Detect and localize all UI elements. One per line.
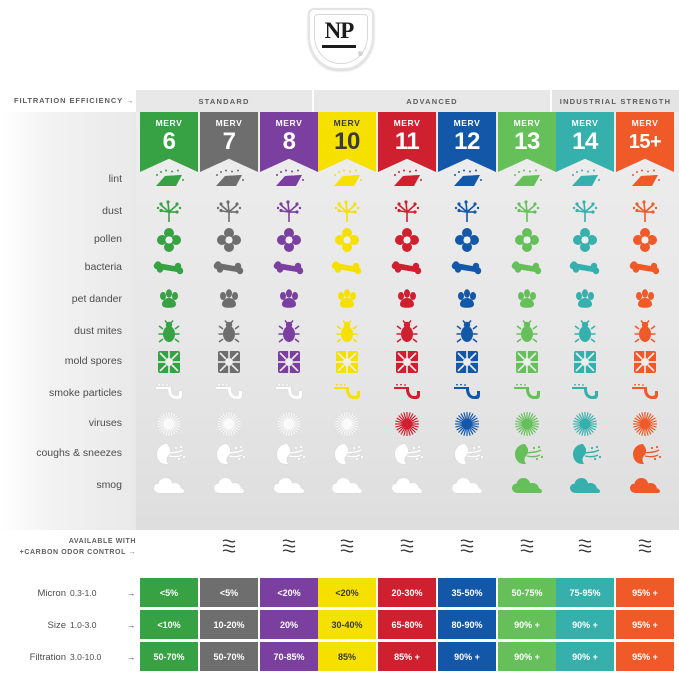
efficiency-micron-merv-11: 20-30%: [378, 578, 436, 607]
cell-bacteria-merv-10: [318, 251, 376, 285]
odor-waves-icon: [260, 537, 318, 562]
cell-viruses-merv-15plus: [616, 407, 674, 441]
bacteria-icon: [569, 259, 601, 277]
banner-value: 12: [454, 128, 480, 155]
dust-icon: [154, 200, 184, 224]
mite-icon: [218, 320, 240, 344]
cell-smoke-particles-merv-15plus: [616, 377, 674, 411]
virus-icon: [334, 411, 360, 437]
logo-text: NP: [324, 18, 354, 43]
cell-coughs-sneezes-merv-12: [438, 437, 496, 471]
pollen-icon: [334, 227, 360, 253]
virus-icon: [454, 411, 480, 437]
odor-waves-icon: [556, 537, 614, 562]
pipe-icon: [392, 384, 422, 404]
registered-mark: ®: [358, 52, 363, 58]
cell-viruses-merv-14: [556, 407, 614, 441]
cell-mold-spores-merv-13: [498, 345, 556, 379]
group-advanced: ADVANCED: [314, 90, 550, 112]
odor-waves-icon: [616, 537, 674, 562]
cell-mold-spores-merv-12: [438, 345, 496, 379]
pipe-icon: [452, 384, 482, 404]
banner-value: 13: [514, 128, 540, 155]
mite-icon: [278, 320, 300, 344]
cell-viruses-merv-13: [498, 407, 556, 441]
odor-waves-icon: [438, 537, 496, 562]
row-label-coughs-sneezes: coughs & sneezes: [36, 447, 122, 459]
smog-icon: [213, 477, 245, 495]
cell-smoke-particles-merv-7: [200, 377, 258, 411]
paw-icon: [395, 288, 419, 312]
efficiency-size-merv-7: 10-20%: [200, 610, 258, 639]
cell-dust-mites-merv-10: [318, 315, 376, 349]
cell-pet-dander-merv-13: [498, 283, 556, 317]
group-standard: STANDARD: [136, 90, 312, 112]
cell-mold-spores-merv-8: [260, 345, 318, 379]
virus-icon: [572, 411, 598, 437]
cell-bacteria-merv-14: [556, 251, 614, 285]
banner-value: 15+: [628, 131, 662, 153]
banner-value: 11: [394, 128, 420, 155]
cell-smoke-particles-merv-14: [556, 377, 614, 411]
mold-icon: [217, 350, 241, 374]
odor-waves-icon: [498, 537, 556, 562]
bottom-row-arrow-icon: →: [126, 588, 136, 598]
cell-smog-merv-14: [556, 469, 614, 503]
efficiency-size-merv-12: 80-90%: [438, 610, 496, 639]
smog-icon: [391, 477, 423, 495]
cell-dust-mites-merv-15plus: [616, 315, 674, 349]
smog-icon: [511, 477, 543, 495]
cell-bacteria-merv-12: [438, 251, 496, 285]
lint-icon: [450, 169, 484, 191]
cell-mold-spores-merv-10: [318, 345, 376, 379]
lint-icon: [152, 169, 186, 191]
bottom-row-range-micron: 0.3-1.0: [70, 588, 97, 598]
cell-viruses-merv-10: [318, 407, 376, 441]
sneeze-icon: [569, 442, 601, 466]
dust-icon: [630, 200, 660, 224]
virus-icon: [156, 411, 182, 437]
cell-pet-dander-merv-11: [378, 283, 436, 317]
bacteria-icon: [629, 259, 661, 277]
efficiency-filtration-merv-12: 90% +: [438, 642, 496, 671]
carbon-label-line2: +CARBON ODOR CONTROL →: [19, 549, 136, 556]
cell-lint-merv-15plus: [616, 163, 674, 197]
pollen-icon: [632, 227, 658, 253]
cell-dust-mites-merv-13: [498, 315, 556, 349]
virus-icon: [216, 411, 242, 437]
efficiency-micron-merv-13: 50-75%: [498, 578, 556, 607]
banner-merv-label: MERV: [513, 118, 541, 128]
cell-lint-merv-13: [498, 163, 556, 197]
banner-merv-label: MERV: [275, 118, 303, 128]
cell-smog-merv-6: [140, 469, 198, 503]
row-label-pollen: pollen: [93, 233, 122, 245]
bacteria-icon: [451, 259, 483, 277]
cell-pet-dander-merv-6: [140, 283, 198, 317]
bacteria-icon: [213, 259, 245, 277]
mite-icon: [516, 320, 538, 344]
cell-mold-spores-merv-14: [556, 345, 614, 379]
efficiency-size-merv-14: 90% +: [556, 610, 614, 639]
carbon-label: [14, 536, 136, 558]
odor-waves-icon: [318, 537, 376, 562]
cell-mold-spores-merv-7: [200, 345, 258, 379]
smog-icon: [331, 477, 363, 495]
bacteria-icon: [153, 259, 185, 277]
lint-icon: [272, 169, 306, 191]
cell-viruses-merv-12: [438, 407, 496, 441]
efficiency-micron-merv-10: <20%: [318, 578, 376, 607]
cell-lint-merv-12: [438, 163, 496, 197]
efficiency-filtration-merv-8: 70-85%: [260, 642, 318, 671]
cell-dust-mites-merv-7: [200, 315, 258, 349]
sneeze-icon: [629, 442, 661, 466]
cell-mold-spores-merv-6: [140, 345, 198, 379]
cell-pet-dander-merv-10: [318, 283, 376, 317]
cell-coughs-sneezes-merv-10: [318, 437, 376, 471]
efficiency-filtration-merv-10: 85%: [318, 642, 376, 671]
efficiency-filtration-merv-11: 85% +: [378, 642, 436, 671]
bottom-row-arrow-icon: →: [126, 620, 136, 630]
bottom-row-range-filtration: 3.0-10.0: [70, 652, 102, 662]
bottom-row-label-size: Size: [47, 620, 66, 631]
cell-dust-mites-merv-12: [438, 315, 496, 349]
logo-bar: [322, 45, 356, 48]
row-label-dust-mites: dust mites: [74, 325, 122, 337]
dust-icon: [392, 200, 422, 224]
bottom-row-arrow-icon: →: [126, 652, 136, 662]
banner-merv-label: MERV: [631, 118, 659, 128]
efficiency-filtration-merv-6: 50-70%: [140, 642, 198, 671]
cell-viruses-merv-7: [200, 407, 258, 441]
efficiency-micron-merv-7: <5%: [200, 578, 258, 607]
bacteria-icon: [511, 259, 543, 277]
efficiency-micron-merv-6: <5%: [140, 578, 198, 607]
odor-waves-icon: [200, 537, 258, 562]
cell-viruses-merv-6: [140, 407, 198, 441]
mite-icon: [634, 320, 656, 344]
cell-dust-mites-merv-8: [260, 315, 318, 349]
bottom-row-label-filtration: Filtration: [29, 652, 66, 663]
mold-icon: [573, 350, 597, 374]
cell-lint-merv-6: [140, 163, 198, 197]
cell-bacteria-merv-13: [498, 251, 556, 285]
pollen-icon: [572, 227, 598, 253]
cell-smoke-particles-merv-11: [378, 377, 436, 411]
row-label-smoke-particles: smoke particles: [49, 387, 122, 399]
sneeze-icon: [213, 442, 245, 466]
cell-smog-merv-8: [260, 469, 318, 503]
efficiency-size-merv-11: 65-80%: [378, 610, 436, 639]
np-logo: [308, 8, 370, 70]
paw-icon: [335, 288, 359, 312]
banner-value: 8: [282, 128, 296, 155]
banner-value: 14: [572, 128, 598, 155]
pipe-icon: [214, 384, 244, 404]
mold-icon: [455, 350, 479, 374]
pollen-icon: [454, 227, 480, 253]
paw-icon: [217, 288, 241, 312]
pollen-icon: [156, 227, 182, 253]
efficiency-size-merv-10: 30-40%: [318, 610, 376, 639]
row-label-mold-spores: mold spores: [64, 355, 122, 367]
row-label-viruses: viruses: [88, 417, 122, 429]
pollen-icon: [216, 227, 242, 253]
cell-smog-merv-13: [498, 469, 556, 503]
dust-icon: [512, 200, 542, 224]
filtration-efficiency-label: FILTRATION EFFICIENCY →: [14, 96, 135, 105]
dust-icon: [332, 200, 362, 224]
mold-icon: [157, 350, 181, 374]
efficiency-micron-merv-14: 75-95%: [556, 578, 614, 607]
banner-merv-label: MERV: [155, 118, 183, 128]
lint-icon: [568, 169, 602, 191]
smog-icon: [629, 477, 661, 495]
cell-coughs-sneezes-merv-14: [556, 437, 614, 471]
cell-smoke-particles-merv-10: [318, 377, 376, 411]
banner-value: 6: [162, 128, 176, 155]
cell-dust-mites-merv-14: [556, 315, 614, 349]
lint-icon: [330, 169, 364, 191]
pipe-icon: [512, 384, 542, 404]
virus-icon: [276, 411, 302, 437]
banner-merv-label: MERV: [333, 118, 361, 128]
efficiency-filtration-merv-15plus: 95% +: [616, 642, 674, 671]
paw-icon: [633, 288, 657, 312]
virus-icon: [394, 411, 420, 437]
mold-icon: [277, 350, 301, 374]
cell-bacteria-merv-7: [200, 251, 258, 285]
efficiency-table: [0, 578, 679, 679]
cell-bacteria-merv-15plus: [616, 251, 674, 285]
mite-icon: [158, 320, 180, 344]
sneeze-icon: [331, 442, 363, 466]
sneeze-icon: [511, 442, 543, 466]
efficiency-micron-merv-15plus: 95% +: [616, 578, 674, 607]
lint-icon: [212, 169, 246, 191]
cell-smoke-particles-merv-6: [140, 377, 198, 411]
dust-icon: [570, 200, 600, 224]
mite-icon: [574, 320, 596, 344]
lint-icon: [628, 169, 662, 191]
efficiency-filtration-merv-7: 50-70%: [200, 642, 258, 671]
mite-icon: [456, 320, 478, 344]
sneeze-icon: [391, 442, 423, 466]
cell-lint-merv-11: [378, 163, 436, 197]
dust-icon: [452, 200, 482, 224]
cell-coughs-sneezes-merv-11: [378, 437, 436, 471]
mite-icon: [336, 320, 358, 344]
cell-smog-merv-15plus: [616, 469, 674, 503]
paw-icon: [515, 288, 539, 312]
sneeze-icon: [153, 442, 185, 466]
mold-icon: [633, 350, 657, 374]
banner-merv-label: MERV: [453, 118, 481, 128]
efficiency-filtration-merv-14: 90% +: [556, 642, 614, 671]
efficiency-micron-merv-8: <20%: [260, 578, 318, 607]
banner-value: 10: [334, 128, 360, 155]
pipe-icon: [274, 384, 304, 404]
smog-icon: [153, 477, 185, 495]
dust-icon: [214, 200, 244, 224]
row-label-smog: smog: [96, 479, 122, 491]
pipe-icon: [154, 384, 184, 404]
virus-icon: [514, 411, 540, 437]
mold-icon: [335, 350, 359, 374]
banner-merv-label: MERV: [571, 118, 599, 128]
paw-icon: [573, 288, 597, 312]
pollen-icon: [514, 227, 540, 253]
efficiency-size-merv-8: 20%: [260, 610, 318, 639]
banner-merv-label: MERV: [393, 118, 421, 128]
pipe-icon: [332, 384, 362, 404]
bottom-row-range-size: 1.0-3.0: [70, 620, 97, 630]
efficiency-micron-merv-12: 35-50%: [438, 578, 496, 607]
bacteria-icon: [331, 259, 363, 277]
odor-waves-icon: [378, 537, 436, 562]
cell-coughs-sneezes-merv-8: [260, 437, 318, 471]
sneeze-icon: [451, 442, 483, 466]
lint-icon: [390, 169, 424, 191]
bacteria-icon: [391, 259, 423, 277]
paw-icon: [277, 288, 301, 312]
pipe-icon: [570, 384, 600, 404]
cell-dust-mites-merv-11: [378, 315, 436, 349]
row-label-bacteria: bacteria: [84, 261, 122, 273]
cell-smog-merv-12: [438, 469, 496, 503]
lint-icon: [510, 169, 544, 191]
efficiency-size-merv-6: <10%: [140, 610, 198, 639]
row-label-lint: lint: [108, 173, 122, 185]
cell-smoke-particles-merv-12: [438, 377, 496, 411]
cell-lint-merv-7: [200, 163, 258, 197]
efficiency-size-merv-15plus: 95% +: [616, 610, 674, 639]
cell-pet-dander-merv-14: [556, 283, 614, 317]
cell-coughs-sneezes-merv-7: [200, 437, 258, 471]
sneeze-icon: [273, 442, 305, 466]
smog-icon: [273, 477, 305, 495]
smog-icon: [451, 477, 483, 495]
virus-icon: [632, 411, 658, 437]
cell-smog-merv-7: [200, 469, 258, 503]
mold-icon: [395, 350, 419, 374]
pipe-icon: [630, 384, 660, 404]
bacteria-icon: [273, 259, 305, 277]
bottom-row-label-micron: Micron: [37, 588, 66, 599]
cell-mold-spores-merv-11: [378, 345, 436, 379]
mold-icon: [515, 350, 539, 374]
cell-mold-spores-merv-15plus: [616, 345, 674, 379]
efficiency-filtration-merv-13: 90% +: [498, 642, 556, 671]
cell-bacteria-merv-11: [378, 251, 436, 285]
row-label-dust: dust: [102, 205, 122, 217]
cell-dust-mites-merv-6: [140, 315, 198, 349]
cell-bacteria-merv-6: [140, 251, 198, 285]
cell-smog-merv-11: [378, 469, 436, 503]
pollen-icon: [394, 227, 420, 253]
banner-value: 7: [222, 128, 236, 155]
cell-coughs-sneezes-merv-13: [498, 437, 556, 471]
efficiency-size-merv-13: 90% +: [498, 610, 556, 639]
cell-lint-merv-10: [318, 163, 376, 197]
cell-pet-dander-merv-15plus: [616, 283, 674, 317]
cell-bacteria-merv-8: [260, 251, 318, 285]
cell-pet-dander-merv-8: [260, 283, 318, 317]
mite-icon: [396, 320, 418, 344]
dust-icon: [274, 200, 304, 224]
cell-pet-dander-merv-12: [438, 283, 496, 317]
paw-icon: [157, 288, 181, 312]
carbon-label-line1: AVAILABLE WITH: [68, 538, 136, 545]
cell-lint-merv-8: [260, 163, 318, 197]
cell-viruses-merv-11: [378, 407, 436, 441]
cell-coughs-sneezes-merv-6: [140, 437, 198, 471]
cell-smog-merv-10: [318, 469, 376, 503]
paw-icon: [455, 288, 479, 312]
group-industrial: INDUSTRIAL STRENGTH: [552, 90, 679, 112]
cell-viruses-merv-8: [260, 407, 318, 441]
smog-icon: [569, 477, 601, 495]
pollen-icon: [276, 227, 302, 253]
cell-smoke-particles-merv-8: [260, 377, 318, 411]
row-label-pet-dander: pet dander: [71, 293, 122, 305]
banner-merv-label: MERV: [215, 118, 243, 128]
cell-coughs-sneezes-merv-15plus: [616, 437, 674, 471]
cell-pet-dander-merv-7: [200, 283, 258, 317]
cell-smoke-particles-merv-13: [498, 377, 556, 411]
cell-lint-merv-14: [556, 163, 614, 197]
